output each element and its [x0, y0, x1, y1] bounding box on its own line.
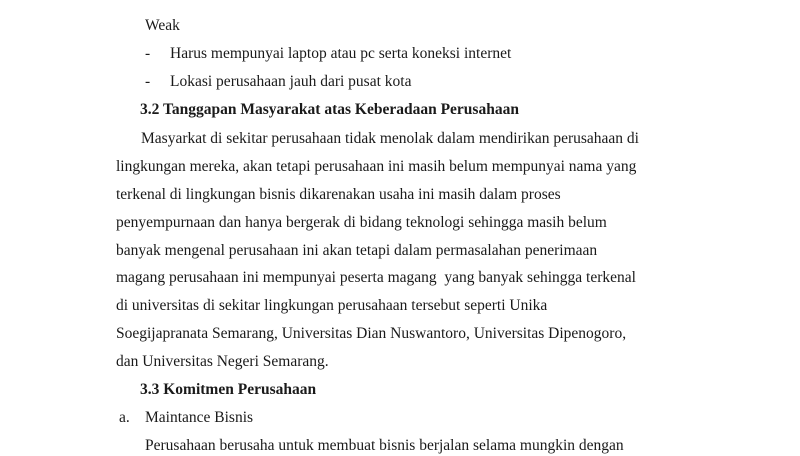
paragraph-line: penyempurnaan dan hanya bergerak di bidang teknologi sehingga masih belum	[116, 214, 607, 231]
paragraph-line: Perusahaan berusaha untuk membuat bisnis berjalan selama mungkin dengan	[145, 437, 624, 454]
paragraph-line: terkenal di lingkungan bisnis dikarenakan usaha ini masih dalam proses	[116, 186, 561, 203]
list-marker: a.	[119, 409, 130, 426]
list-item-text: Maintance Bisnis	[145, 409, 254, 426]
list-marker: -	[145, 73, 151, 90]
paragraph-line: magang perusahaan ini mempunyai peserta magang yang banyak sehingga terkenal	[116, 269, 636, 286]
section-heading-3-2: 3.2 Tanggapan Masyarakat atas Keberadaan Perusahaan	[140, 101, 519, 118]
list-marker: -	[145, 45, 151, 62]
paragraph-line: di universitas di sekitar lingkungan perusahaan tersebut seperti Unika	[116, 297, 548, 314]
section-heading-3-3: 3.3 Komitmen Perusahaan	[140, 381, 317, 398]
paragraph-line: Masyarkat di sekitar perusahaan tidak menolak dalam mendirikan perusahaan di	[141, 130, 639, 147]
list-item-text: Harus mempunyai laptop atau pc serta koneksi internet	[170, 45, 512, 62]
paragraph-line: banyak mengenal perusahaan ini akan tetapi dalam permasalahan penerimaan	[116, 242, 598, 259]
paragraph-line: Soegijapranata Semarang, Universitas Dian Nuswantoro, Universitas Dipenogoro,	[116, 325, 627, 342]
weak-heading: Weak	[145, 17, 180, 34]
paragraph-line: dan Universitas Negeri Semarang.	[116, 353, 329, 370]
list-item-text: Lokasi perusahaan jauh dari pusat kota	[170, 73, 412, 90]
paragraph-line: lingkungan mereka, akan tetapi perusahaan ini masih belum mempunyai nama yang	[116, 158, 637, 175]
